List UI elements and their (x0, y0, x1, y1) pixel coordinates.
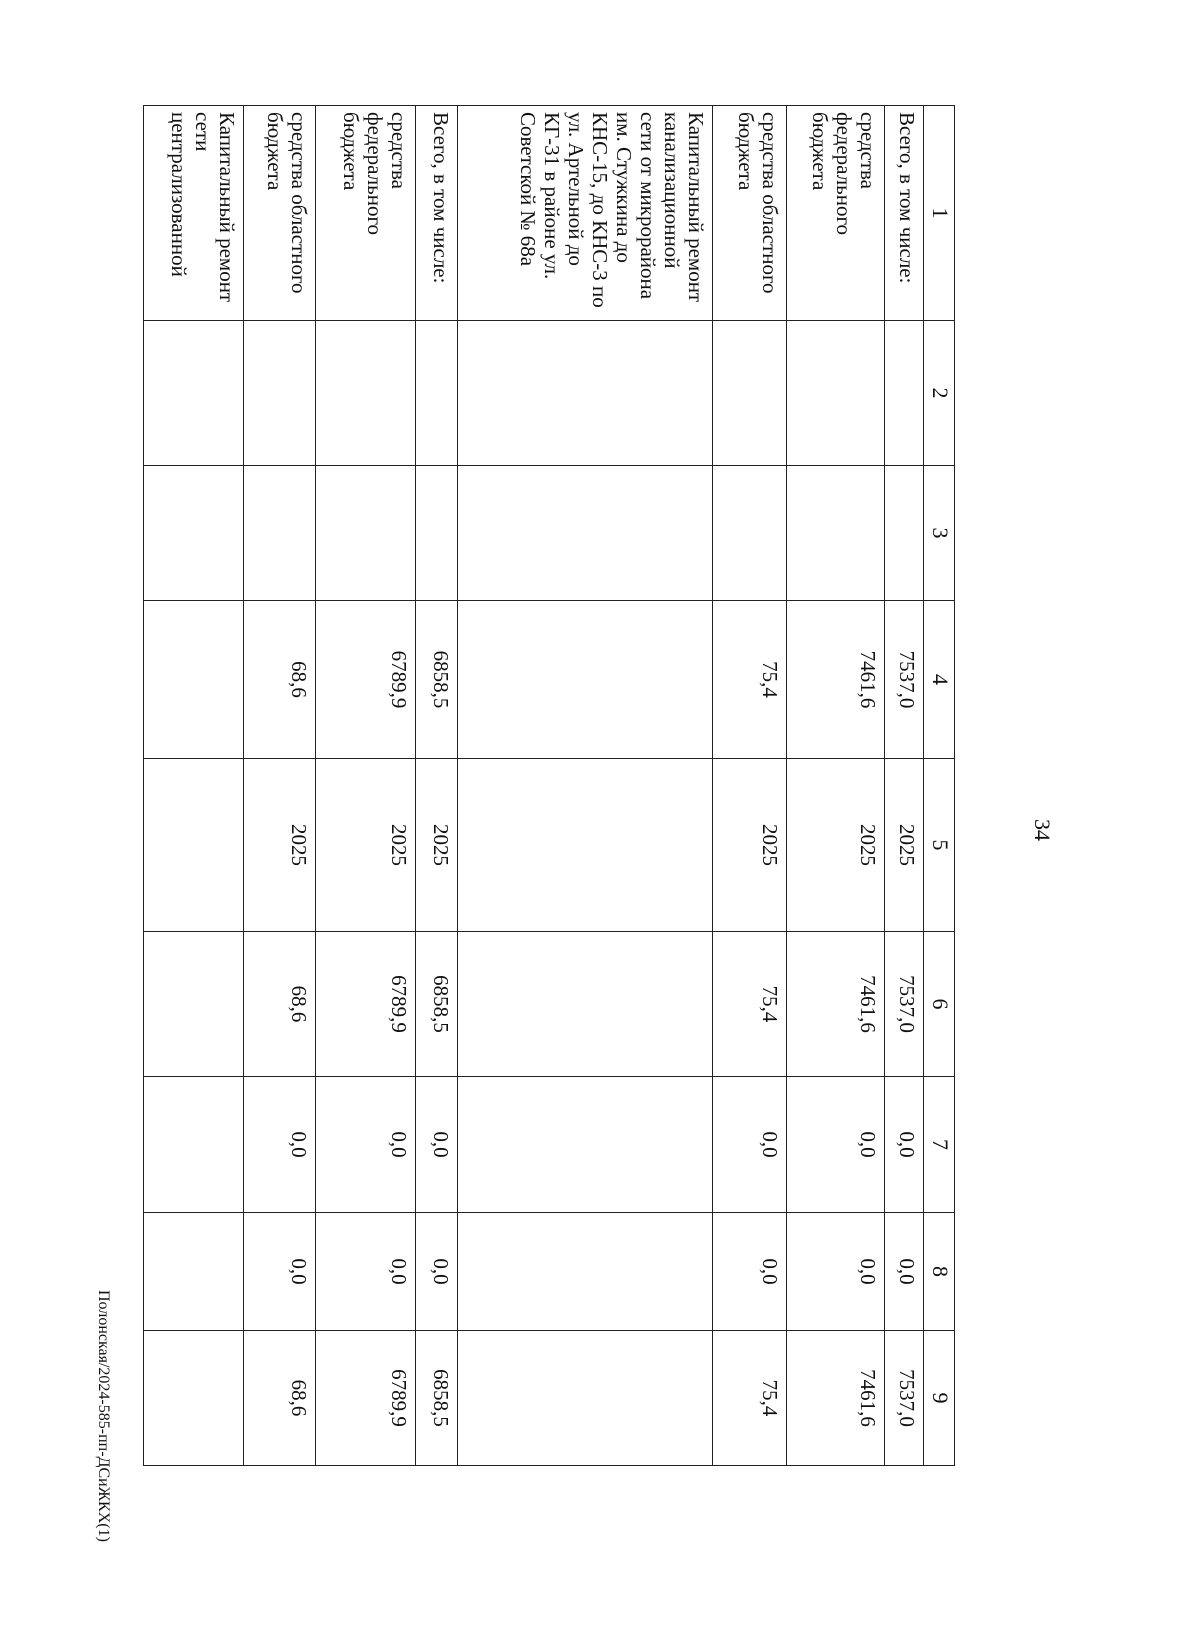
cell: 7537,0 (885, 932, 924, 1077)
table-row (885, 106, 924, 1466)
page-number: 34 (1030, 819, 1055, 841)
cell (713, 321, 787, 466)
cell (144, 601, 244, 759)
document-footer: Полонская/2024-585-пп-ДСиЖКХ(1) (95, 1290, 112, 1542)
cell (144, 1213, 244, 1331)
cell: 2025 (316, 759, 416, 932)
cell: 6789,9 (316, 1331, 416, 1466)
table-row (316, 106, 416, 1466)
cell: 2025 (787, 759, 885, 932)
cell: 68,6 (244, 932, 316, 1077)
table-row (713, 106, 787, 1466)
row-label: Капитальный ремонт сети централизованной (144, 106, 244, 321)
cell: 6858,5 (416, 601, 458, 759)
row-label: средства федерального бюджета (316, 106, 416, 321)
cell: 0,0 (787, 1077, 885, 1213)
table-row (787, 106, 885, 1466)
cell: 0,0 (244, 1077, 316, 1213)
cell: 6858,5 (416, 1331, 458, 1466)
cell (244, 466, 316, 601)
col-header-9: 9 (924, 1331, 955, 1466)
cell: 0,0 (713, 1077, 787, 1213)
cell: 7461,6 (787, 601, 885, 759)
table-row (416, 106, 458, 1466)
cell (458, 759, 713, 932)
cell: 0,0 (713, 1213, 787, 1331)
cell: 6858,5 (416, 932, 458, 1077)
cell (316, 321, 416, 466)
col-header-1: 1 (924, 106, 955, 321)
cell: 7537,0 (885, 1331, 924, 1466)
cell: 75,4 (713, 932, 787, 1077)
cell (787, 321, 885, 466)
cell: 0,0 (416, 1077, 458, 1213)
cell (885, 466, 924, 601)
cell: 7461,6 (787, 932, 885, 1077)
cell (458, 321, 713, 466)
cell (144, 1331, 244, 1466)
row-label: средства областного бюджета (244, 106, 316, 321)
cell: 0,0 (885, 1213, 924, 1331)
table-row (458, 106, 713, 1466)
row-label: средства федерального бюджета (787, 106, 885, 321)
budget-table (143, 105, 955, 1466)
cell (144, 1077, 244, 1213)
cell: 0,0 (316, 1213, 416, 1331)
cell: 7537,0 (885, 601, 924, 759)
cell (713, 466, 787, 601)
cell: 2025 (885, 759, 924, 932)
col-header-4: 4 (924, 601, 955, 759)
cell (458, 932, 713, 1077)
cell (458, 466, 713, 601)
cell (416, 321, 458, 466)
cell: 6789,9 (316, 932, 416, 1077)
cell (885, 321, 924, 466)
cell: 0,0 (416, 1213, 458, 1331)
table-row (244, 106, 316, 1466)
col-header-2: 2 (924, 321, 955, 466)
cell: 2025 (713, 759, 787, 932)
cell: 0,0 (244, 1213, 316, 1331)
cell: 75,4 (713, 601, 787, 759)
cell: 2025 (244, 759, 316, 932)
cell: 6789,9 (316, 601, 416, 759)
cell (416, 466, 458, 601)
cell: 0,0 (885, 1077, 924, 1213)
col-header-8: 8 (924, 1213, 955, 1331)
col-header-5: 5 (924, 759, 955, 932)
cell: 0,0 (787, 1213, 885, 1331)
cell: 2025 (416, 759, 458, 932)
cell (144, 321, 244, 466)
cell: 0,0 (316, 1077, 416, 1213)
cell (787, 466, 885, 601)
cell (458, 1331, 713, 1466)
row-label: Всего, в том числе: (416, 106, 458, 321)
table-row (144, 106, 244, 1466)
cell (316, 466, 416, 601)
row-label: средства областного бюджета (713, 106, 787, 321)
cell (144, 466, 244, 601)
cell (144, 932, 244, 1077)
col-header-3: 3 (924, 466, 955, 601)
col-header-6: 6 (924, 932, 955, 1077)
header-row (924, 106, 955, 1466)
cell (458, 1077, 713, 1213)
col-header-7: 7 (924, 1077, 955, 1213)
cell (144, 759, 244, 932)
cell: 7461,6 (787, 1331, 885, 1466)
cell: 68,6 (244, 601, 316, 759)
row-label: Всего, в том числе: (885, 106, 924, 321)
cell (458, 601, 713, 759)
cell (244, 321, 316, 466)
cell: 75,4 (713, 1331, 787, 1466)
cell (458, 1213, 713, 1331)
cell: 68,6 (244, 1331, 316, 1466)
row-label: Капитальный ремонт канализационной сети от микрорайона им. Стужкина до КНС-15, до КНС-3 по ул. Артельной до КГ-31 в районе ул. Советской № 68а (458, 106, 713, 321)
